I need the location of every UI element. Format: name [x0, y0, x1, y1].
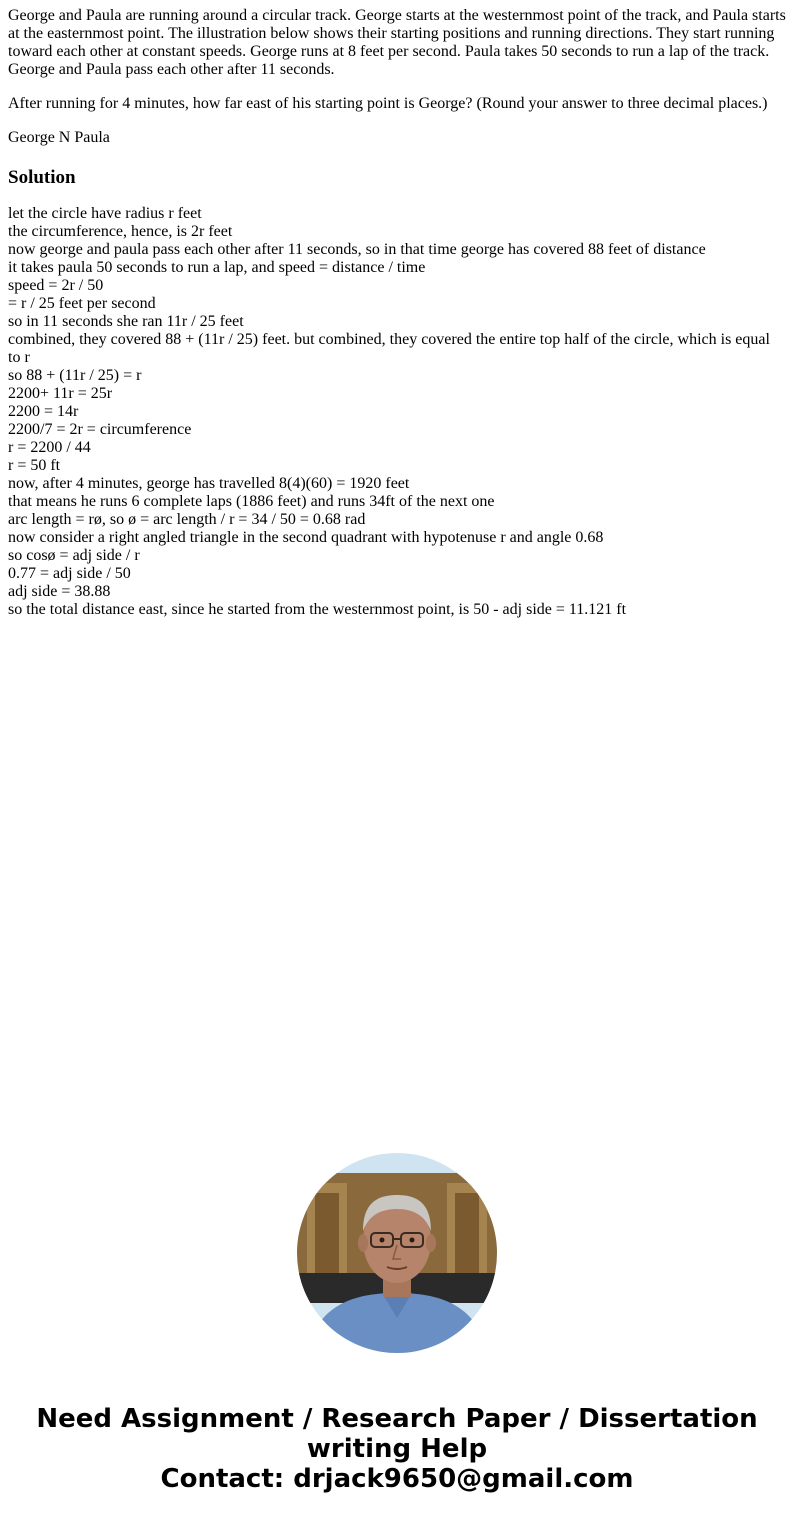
- solution-line: 0.77 = adj side / 50: [8, 565, 131, 582]
- solution-line: now george and paula pass each other after 11 seconds, so in that time george has covered 88 feet of distance: [8, 241, 706, 258]
- solution-line: so the total distance east, since he started from the westernmost point, is 50 - adj side = 11.121 ft: [8, 601, 627, 618]
- solution-lines: [8, 205, 786, 619]
- solution-line: so 88 + (11r / 25) = r: [8, 367, 142, 384]
- solution-line: combined, they covered 88 + (11r / 25) feet. but combined, they covered the entire top half of the circle, which is equal to r: [8, 331, 770, 366]
- question-paragraph-1: George and Paula are running around a circular track. George starts at the westernmost point of the track, and Paula starts at the easternmost point. The illustration below shows their starting positions and running directions. They start running toward each other at constant speeds. George runs at 8 feet per second. Paula takes 50 seconds to run a lap of the track. George and Paula pass each other after 11 seconds.: [8, 7, 786, 78]
- promo-line-2: writing Help: [306, 1434, 488, 1464]
- solution-line: it takes paula 50 seconds to run a lap, and speed = distance / time: [8, 259, 426, 276]
- solution-line: r = 50 ft: [8, 457, 61, 474]
- promo-line-1: Need Assignment / Research Paper / Dissertation: [36, 1404, 758, 1434]
- question-paragraph-2: After running for 4 minutes, how far east of his starting point is George? (Round your answer to three decimal places.): [8, 95, 768, 112]
- solution-line: let the circle have radius r feet: [8, 205, 202, 222]
- solution-line: r = 2200 / 44: [8, 439, 91, 456]
- solution-line: speed = 2r / 50: [8, 277, 104, 294]
- solution-line: that means he runs 6 complete laps (1886 feet) and runs 34ft of the next one: [8, 493, 495, 510]
- solution-line: = r / 25 feet per second: [8, 295, 156, 312]
- solution-line: now, after 4 minutes, george has travelled 8(4)(60) = 1920 feet: [8, 475, 410, 492]
- figure-labels: George N Paula: [8, 129, 110, 146]
- solution-line: 2200/7 = 2r = circumference: [8, 421, 192, 438]
- solution-line: now consider a right angled triangle in the second quadrant with hypotenuse r and angle 0.68: [8, 529, 604, 546]
- solution-line: the circumference, hence, is 2r feet: [8, 223, 233, 240]
- solution-line: so in 11 seconds she ran 11r / 25 feet: [8, 313, 244, 330]
- solution-line: 2200 = 14r: [8, 403, 79, 420]
- solution-line: so cosø = adj side / r: [8, 547, 140, 564]
- promo-contact: Contact: drjack9650@gmail.com: [160, 1464, 634, 1494]
- solution-heading: Solution: [8, 167, 76, 188]
- solution-line: arc length = rø, so ø = arc length / r = 34 / 50 = 0.68 rad: [8, 511, 366, 528]
- author-avatar: [297, 1153, 497, 1353]
- document-body: [8, 7, 786, 619]
- avatar-illustration: [297, 1153, 497, 1353]
- solution-line: 2200+ 11r = 25r: [8, 385, 113, 402]
- solution-line: adj side = 38.88: [8, 583, 111, 600]
- promo-banner: [0, 1404, 794, 1494]
